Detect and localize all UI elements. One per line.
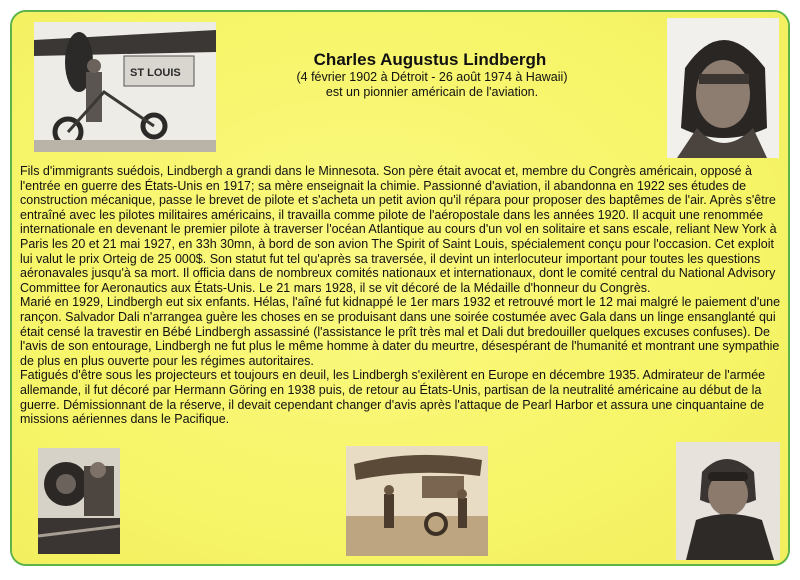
tagline: est un pionnier américain de l'aviation. [325, 85, 539, 99]
paragraph-family: Marié en 1929, Lindbergh eut six enfants. Hélas, l'aîné fut kidnappé le 1er mars 1932 et retrouvé mort le 12 mai malgré le paiement d'une rançon. Salvador Dali n'arrangea guère les choses en se produisant dans une soirée costumée avec Gala dans un linge ensanglanté qui était censé la travestir en Bébé Lindbergh assassiné (l'assistance le prît très mal et Dali dut bredouiller quelques excuses confuses). De l'avis de son entourage, Lindbergh ne fut plus le même homme à dater du meurtre, désespérant de l'humanité et montrant une sympathie de plus en plus ouverte pour les régimes autoritaires. [20, 295, 781, 368]
photo-pilot-goggles [676, 442, 780, 560]
photo-plane-pilot [34, 22, 216, 152]
page-title: Charles Augustus Lindbergh [313, 50, 547, 69]
poster-card [10, 10, 790, 566]
photo-plane-field [346, 446, 488, 556]
paragraph-early-life: Fils d'immigrants suédois, Lindbergh a grandi dans le Minnesota. Son père était avocat et, membre du Congrès américain, opposé à l'entrée en guerre des États-Unis en 1917; sa mère enseignait la chimie. Passionné d'aviation, il abandonna en 1922 ses études de construction mécanique, passe le brevet de pilote et s'acheta un petit avion qu'il répara pour proposer des baptêmes de l'air. Après s'être entraîné avec les pilotes militaires américains, il travailla comme pilote de l'aéropostale dans les années 1920. Il acquit une renommée internationale en devenant le premier pilote à traverser l'océan Atlantique au cours d'un vol en solitaire et sans escale, reliant New York à Paris les 20 et 21 mai 1927, en 33h 30mn, à bord de son avion The Spirit of Saint Louis, spécialement conçu pour l'occasion. Cet exploit lui valut le prix Orteig de 25 000$. Son statut fut tel qu'après sa traversée, il devint un interlocuteur important pour toutes les questions aéronavales jusqu'à sa mort. Il officia dans de nombreux comités nationaux et internationaux, dont le comité central du National Advisory Committee for Aeronautics aux États-Unis. Le 21 mars 1928, il se vit décoré de la Médaille d'honneur du Congrès. [20, 164, 777, 295]
photo-portrait-helmet [667, 18, 779, 158]
biography-text [20, 164, 786, 427]
paragraph-exile-war: Fatigués d'être sous les projecteurs et toujours en deuil, les Lindbergh s'exilèrent en Europe en décembre 1935. Admirateur de l'armée allemande, il fut décoré par Hermann Göring en 1938 puis, de retour au États-Unis, partisan de la neutralité américaine au début de la guerre. Démissionnant de la réserve, il devait cependant changer d'avis après l'attaque de Pearl Harbor et assura une cinquantaine de missions aériennes dans le Pacifique. [20, 368, 766, 427]
photo-cockpit [38, 448, 120, 554]
life-dates: (4 février 1902 à Détroit - 26 août 1974 à Hawaii) [296, 70, 568, 84]
plane-lettering: ST LOUIS [130, 67, 181, 79]
